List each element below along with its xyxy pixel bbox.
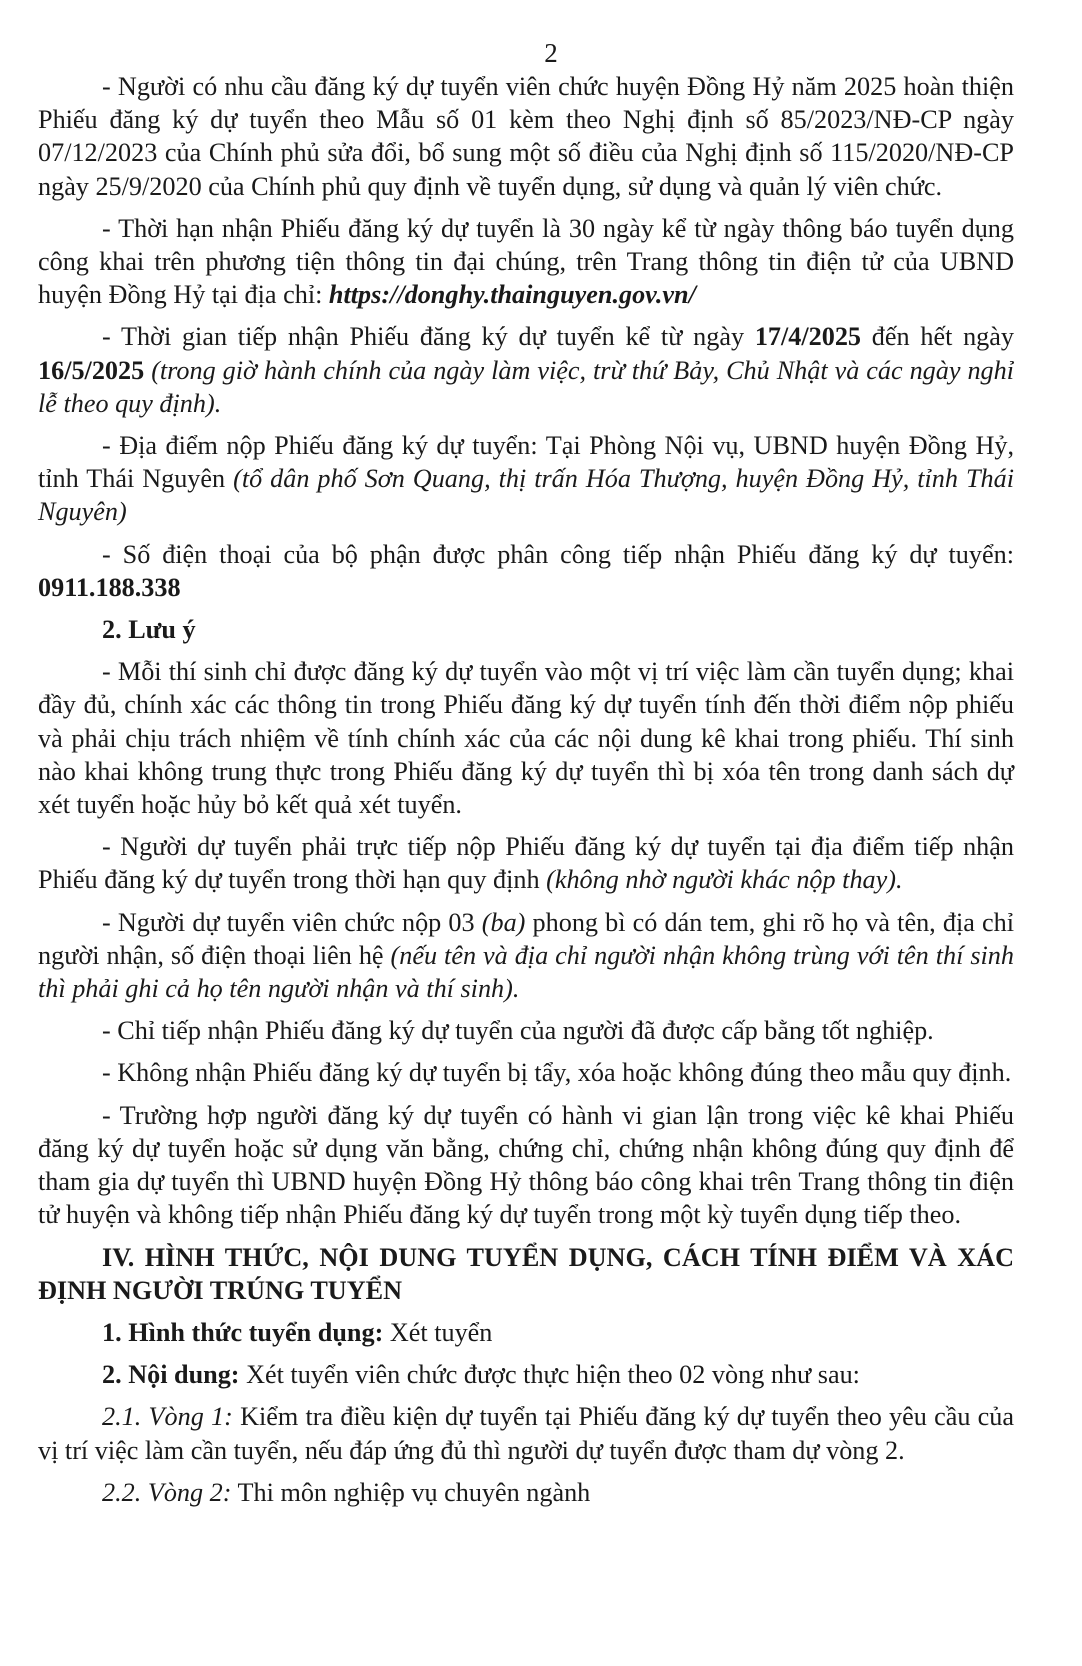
address-note: (tổ dân phố Sơn Quang, thị trấn Hóa Thượng, huyện Đồng Hỷ, tỉnh Thái Nguyên) [38, 464, 1014, 527]
page-number: 2 [544, 38, 558, 68]
label-recruitment-form: 1. Hình thức tuyển dụng: [102, 1317, 384, 1347]
paragraph-text: - Không nhận Phiếu đăng ký dự tuyển bị tẩy, xóa hoặc không đúng theo mẫu quy định. [102, 1058, 1012, 1088]
paragraph-text: - Số điện thoại của bộ phận được phân công tiếp nhận Phiếu đăng ký dự tuyển: [102, 539, 1014, 569]
end-date: 16/5/2025 [38, 355, 145, 385]
count-word: (ba) [481, 907, 526, 937]
paragraph-text: - Người dự tuyển phải trực tiếp nộp Phiếu đăng ký dự tuyển tại địa điểm tiếp nhận Phiếu đăng ký dự tuyển trong thời hạn quy định [38, 832, 1014, 895]
website-link[interactable]: https://donghy.thainguyen.gov.vn/ [328, 280, 696, 310]
paragraph-text: Kiểm tra điều kiện dự tuyển tại Phiếu đăng ký dự tuyển theo yêu cầu của vị trí việc làm cần tuyển, nếu đáp ứng đủ thì người dự tuyển được tham dự vòng 2. [38, 1402, 1014, 1465]
paragraph-deadline [38, 212, 1014, 312]
paragraph-text: - Chỉ tiếp nhận Phiếu đăng ký dự tuyển của người đã được cấp bằng tốt nghiệp. [102, 1016, 934, 1046]
paragraph-phone [38, 538, 1014, 604]
paragraph-registration-form [38, 70, 1014, 203]
no-proxy-note: (không nhờ người khác nộp thay). [546, 865, 903, 895]
paragraph-diploma [38, 1014, 1014, 1047]
paragraph-text: Xét tuyển [383, 1317, 493, 1347]
paragraph-envelopes [38, 906, 1014, 1006]
paragraph-round-2 [38, 1476, 1014, 1509]
paragraph-one-position [38, 655, 1014, 821]
section-heading-notes: 2. Lưu ý [102, 615, 196, 645]
paragraph-text: - Địa điểm nộp Phiếu đăng ký dự tuyển: Tại Phòng Nội vụ, UBND huyện Đồng Hỷ, tỉnh Thái Nguyên [38, 431, 1014, 494]
label-round-2: 2.2. Vòng 2: [102, 1477, 232, 1507]
section-heading-iv: IV. HÌNH THỨC, NỘI DUNG TUYỂN DỤNG, CÁCH TÍNH ĐIỂM VÀ XÁC ĐỊNH NGƯỜI TRÚNG TUYỂN [38, 1242, 1014, 1305]
paragraph-text: - Thời hạn nhận Phiếu đăng ký dự tuyển là 30 ngày kể từ ngày thông báo tuyển dụng công khai trên phương tiện thông tin đại chúng, trên Trang thông tin điện tử của UBND huyện Đồng Hỷ tại địa chỉ: [38, 213, 1014, 310]
paragraph-text: Thi môn nghiệp vụ chuyên ngành [231, 1477, 591, 1507]
working-hours-note: (trong giờ hành chính của ngày làm việc, trừ thứ Bảy, Chủ Nhật và các ngày nghỉ lễ theo quy định). [38, 355, 1015, 418]
paragraph-receiving-time [38, 320, 1014, 420]
paragraph-recruitment-form [38, 1316, 1014, 1349]
paragraph-text: - Thời gian tiếp nhận Phiếu đăng ký dự tuyển kể từ ngày [102, 322, 755, 352]
paragraph-round-1 [38, 1400, 1014, 1466]
paragraph-text: - Người có nhu cầu đăng ký dự tuyển viên chức huyện Đồng Hỷ năm 2025 hoàn thiện Phiếu đăng ký dự tuyển theo Mẫu số 01 kèm theo Nghị định số 85/2023/NĐ-CP ngày 07/12/2023 của Chính phủ sửa đổi, bổ sung một số điều của Nghị định số 115/2020/NĐ-CP ngày 25/9/2020 của Chính phủ quy định về tuyển dụng, sử dụng và quản lý viên chức. [38, 72, 1014, 201]
paragraph-text: - Trường hợp người đăng ký dự tuyển có hành vi gian lận trong việc kê khai Phiếu đăng ký dự tuyển hoặc sử dụng văn bằng, chứng chỉ, chứng nhận không đúng quy định để tham gia dự tuyển thì UBND huyện Đồng Hỷ thông báo công khai trên Trang thông tin điện tử huyện và không tiếp nhận Phiếu đăng ký dự tuyển trong một kỳ tuyển dụng tiếp theo. [38, 1100, 1014, 1230]
start-date: 17/4/2025 [754, 322, 862, 352]
paragraph-submission-location [38, 429, 1014, 529]
paragraph-no-erased-forms [38, 1056, 1014, 1089]
paragraph-text: đến hết ngày [861, 322, 1014, 352]
paragraph-text: phong bì có dán tem, ghi rõ họ và tên, địa chỉ người nhận, số điện thoại liên hệ [38, 907, 1014, 970]
paragraph-text: - Người dự tuyển viên chức nộp 03 [102, 907, 482, 937]
label-content: 2. Nội dung: [102, 1360, 240, 1390]
label-round-1: 2.1. Vòng 1: [102, 1402, 233, 1432]
phone-number: 0911.188.338 [38, 572, 181, 602]
paragraph-content [38, 1358, 1014, 1391]
paragraph-text: - Mỗi thí sinh chỉ được đăng ký dự tuyển vào một vị trí việc làm cần tuyển dụng; khai đầy đủ, chính xác các thông tin trong Phiếu đăng ký dự tuyển tính đến thời điểm nộp phiếu và phải chịu trách nhiệm về tính chính xác của các nội dung kê khai trong phiếu. Thí sinh nào khai không trung thực trong Phiếu đăng ký dự tuyển thì bị xóa tên trong danh sách dự xét tuyển hoặc hủy bỏ kết quả xét tuyển. [38, 657, 1014, 820]
paragraph-text: Xét tuyển viên chức được thực hiện theo 02 vòng như sau: [239, 1360, 860, 1390]
recipient-note: (nếu tên và địa chỉ người nhận không trùng với tên thí sinh thì phải ghi cả họ tên người nhận và thí sinh). [38, 940, 1014, 1004]
paragraph-direct-submission [38, 830, 1014, 896]
paragraph-fraud [38, 1099, 1014, 1232]
